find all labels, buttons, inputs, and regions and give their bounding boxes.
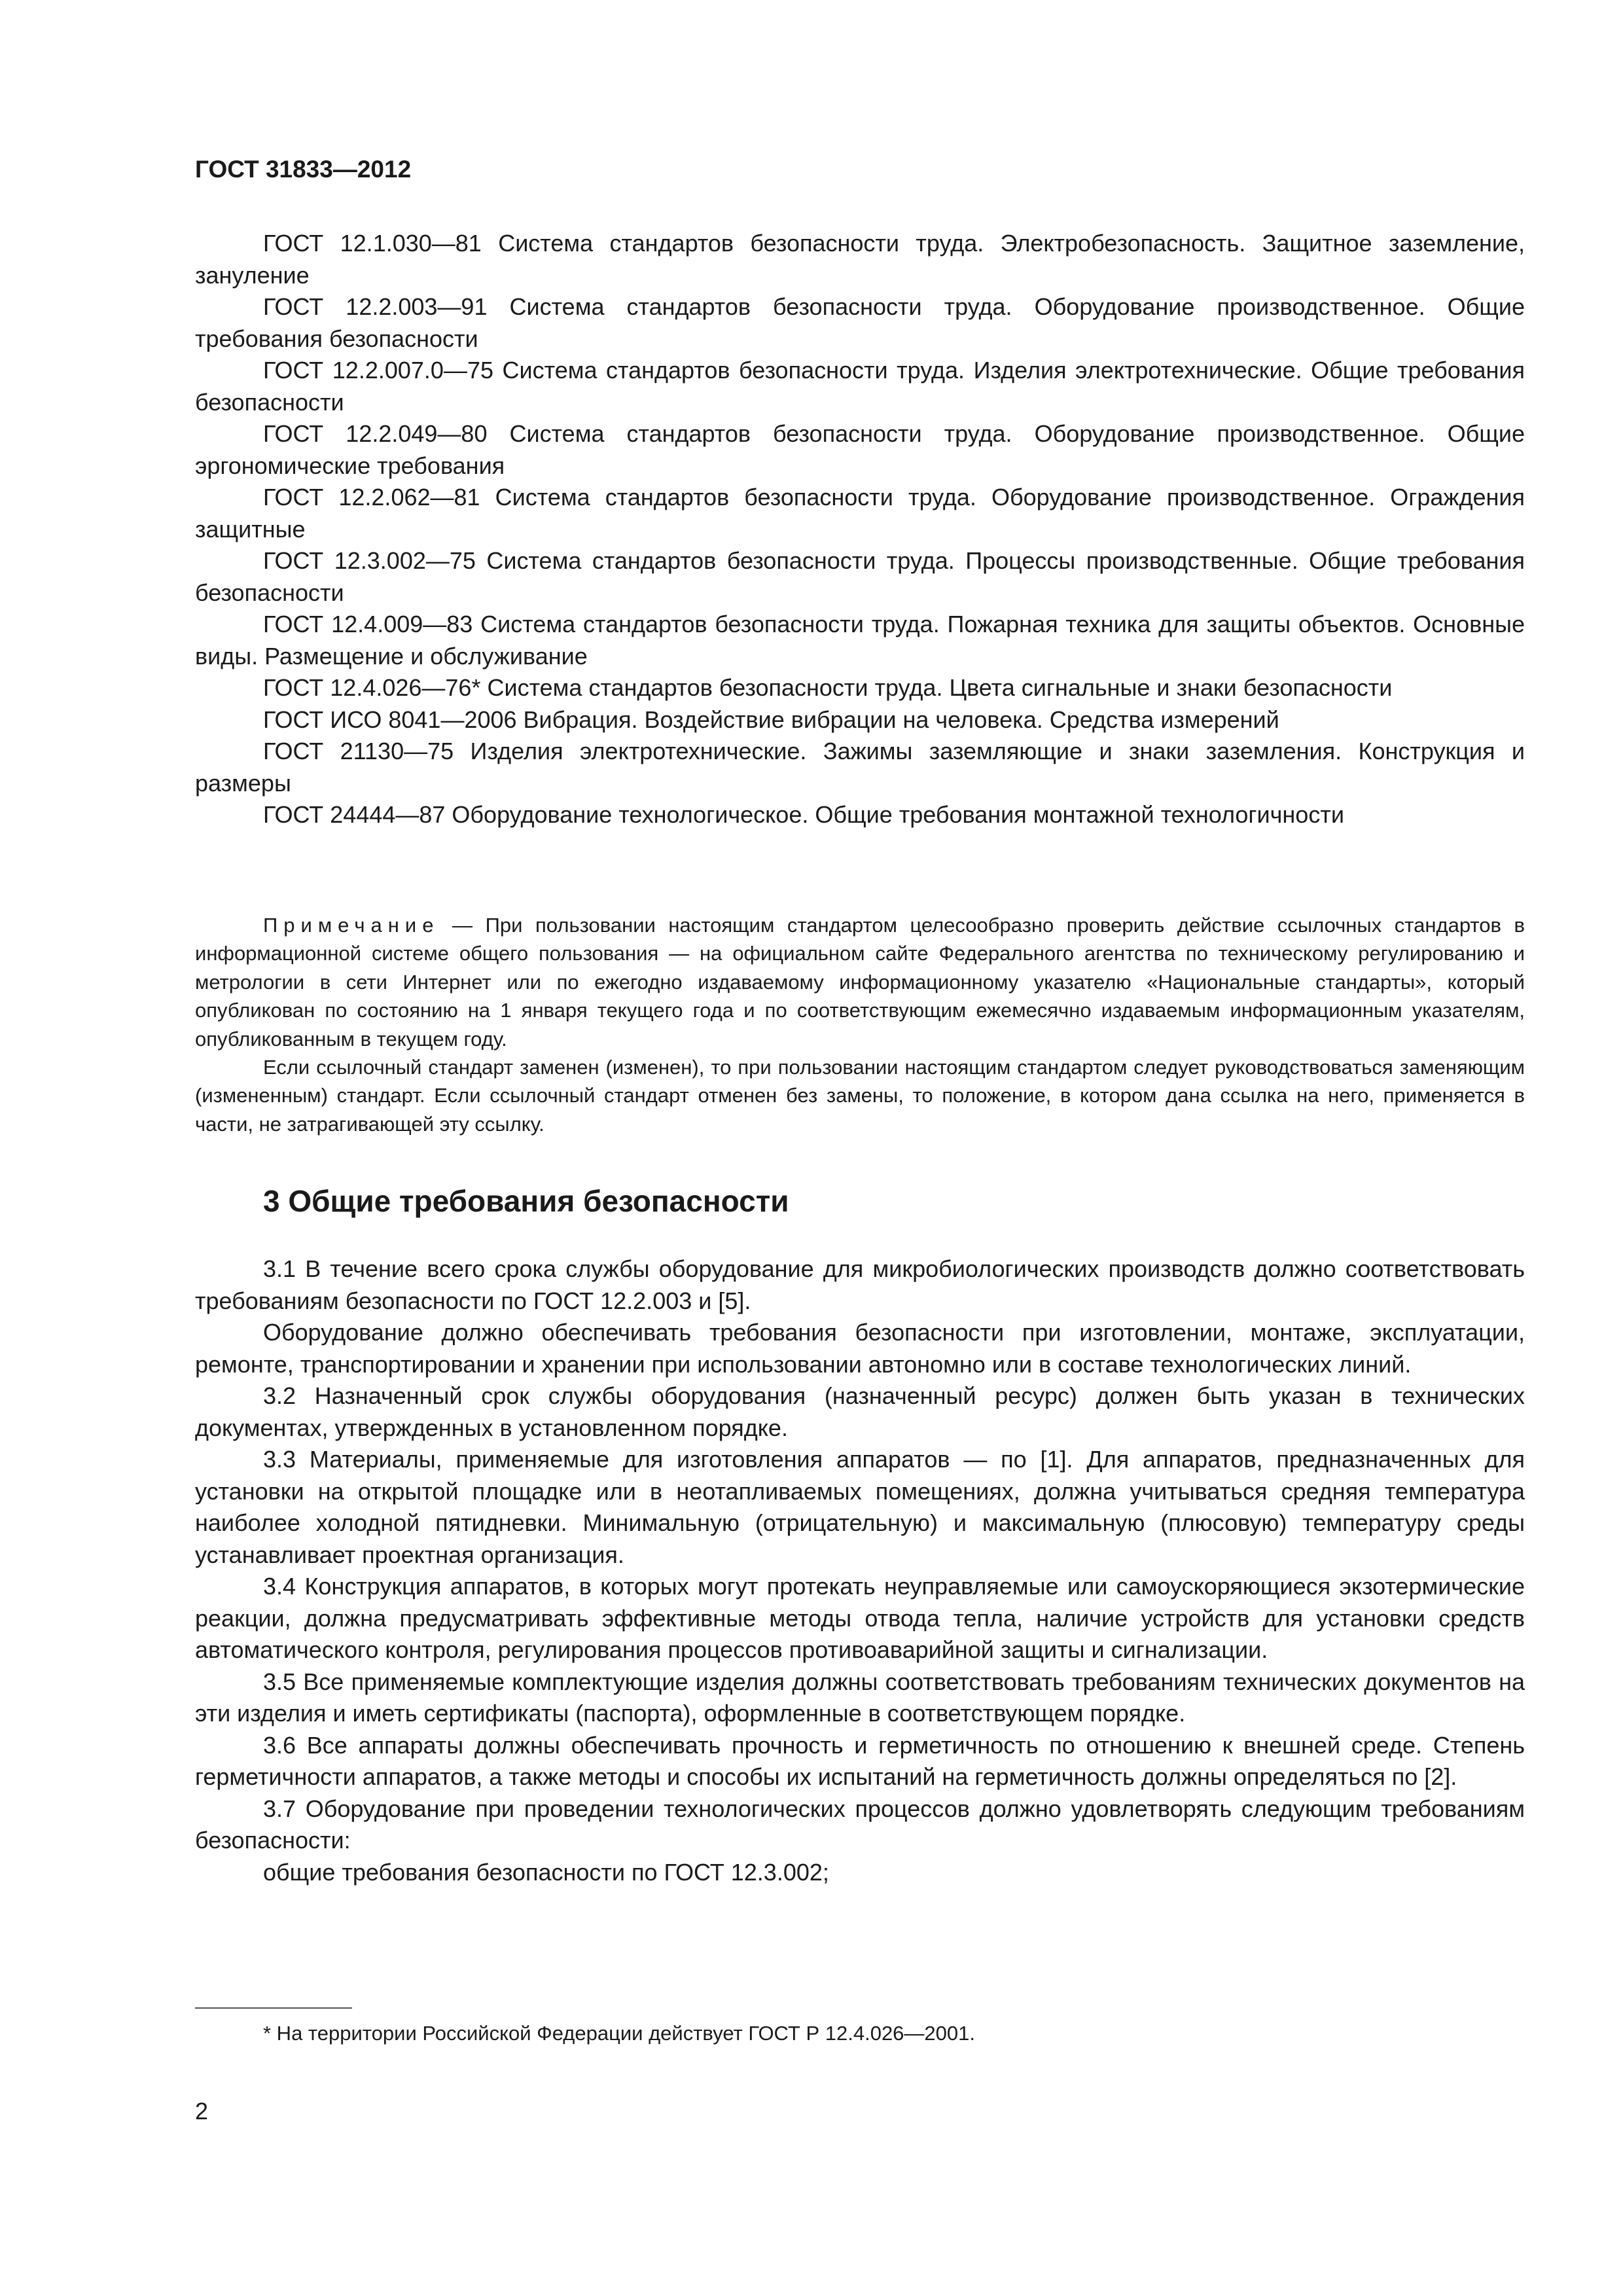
reference-item: ГОСТ ИСО 8041—2006 Вибрация. Воздействие вибрации на человека. Средства измерений — [263, 706, 1279, 733]
note-paragraph: Если ссылочный стандарт заменен (изменен), то при пользовании настоящим стандартом следует руководствоваться заменяющим (измененным) стандарт. Если ссылочный стандарт отменен без замены, то положение, в котором дана ссылка на него, применяется в части, не затрагивающей эту ссылку. — [195, 1056, 1525, 1136]
reference-item: ГОСТ 12.2.049—80 Система стандартов безопасности труда. Оборудование производственное. Общие эргономические требования — [195, 420, 1525, 479]
normative-references-list — [195, 228, 1525, 831]
reference-item: ГОСТ 12.2.062—81 Система стандартов безопасности труда. Оборудование производственное. Ограждения защитные — [195, 484, 1525, 543]
footnote: * На территории Российской Федерации действует ГОСТ Р 12.4.026—2001. — [263, 2022, 975, 2045]
section-paragraph: 3.6 Все аппараты должны обеспечивать прочность и герметичность по отношению к внешней среде. Степень герметичности аппаратов, а также методы и способы их испытаний на герметичность должны определяться по [2]. — [195, 1731, 1525, 1790]
section-heading: 3 Общие требования безопасности — [263, 1184, 789, 1218]
reference-item: ГОСТ 12.2.007.0—75 Система стандартов безопасности труда. Изделия электротехнические. Общие требования безопасности — [195, 357, 1525, 416]
section-paragraph: общие требования безопасности по ГОСТ 12.3.002; — [263, 1858, 829, 1886]
section-paragraph: 3.2 Назначенный срок службы оборудования (назначенный ресурс) должен быть указан в технических документах, утвержденных в установленном порядке. — [195, 1382, 1525, 1441]
reference-item: ГОСТ 21130—75 Изделия электротехнические. Зажимы заземляющие и знаки заземления. Конструкция и размеры — [195, 738, 1525, 797]
footnote-divider — [195, 2007, 352, 2009]
note-label: Примечание — [263, 914, 440, 937]
reference-item: ГОСТ 12.4.026—76* Система стандартов безопасности труда. Цвета сигнальные и знаки безопасности — [263, 674, 1393, 701]
page-number: 2 — [195, 2098, 209, 2125]
section-paragraph: 3.4 Конструкция аппаратов, в которых могут протекать неуправляемые или самоускоряющиеся экзотермические реакции, должна предусматривать эффективные методы отвода тепла, наличие устройств для установки средств автоматического контроля, регулирования процессов противоаварийной защиты и сигнализации. — [195, 1573, 1525, 1663]
note-paragraph — [195, 911, 1525, 1053]
section-paragraph: 3.1 В течение всего срока службы оборудование для микробиологических производств должно соответствовать требованиям безопасности по ГОСТ 12.2.003 и [5]. — [195, 1255, 1525, 1314]
references-note — [195, 911, 1525, 1138]
section-paragraph: 3.3 Материалы, применяемые для изготовления аппаратов — по [1]. Для аппаратов, предназначенных для установки на открытой площадке или в неотапливаемых помещениях, должна учитываться средняя температура наиболее холодной пятидневки. Минимальную (отрицательную) и максимальную (плюсовую) температуру среды устанавливает проектная организация. — [195, 1446, 1525, 1568]
document-header: ГОСТ 31833—2012 — [195, 156, 412, 183]
section-paragraph: 3.7 Оборудование при проведении технологических процессов должно удовлетворять следующим требованиям безопасности: — [195, 1795, 1525, 1854]
reference-item: ГОСТ 12.4.009—83 Система стандартов безопасности труда. Пожарная техника для защиты объектов. Основные виды. Размещение и обслуживание — [195, 611, 1525, 670]
reference-item: ГОСТ 12.3.002—75 Система стандартов безопасности труда. Процессы производственные. Общие требования безопасности — [195, 547, 1525, 606]
reference-item: ГОСТ 24444—87 Оборудование технологическое. Общие требования монтажной технологичности — [263, 801, 1344, 828]
reference-item: ГОСТ 12.1.030—81 Система стандартов безопасности труда. Электробезопасность. Защитное заземление, зануление — [195, 230, 1525, 289]
section-body — [195, 1253, 1525, 1888]
note-text: — При пользовании настоящим стандартом целесообразно проверить действие ссылочных стандартов в информационной системе общего пользования — на официальном сайте Федерального агентства по техническому регулированию и метрологии в сети Интернет или по ежегодно издаваемому информационному указателю «Национальные стандарты», который опубликован по состоянию на 1 января текущего года и по соответствующим ежемесячно издаваемым информационным указателям, опубликованным в текущем году. — [195, 914, 1525, 1050]
reference-item: ГОСТ 12.2.003—91 Система стандартов безопасности труда. Оборудование производственное. Общие требования безопасности — [195, 293, 1525, 352]
section-paragraph: Оборудование должно обеспечивать требования безопасности при изготовлении, монтаже, эксплуатации, ремонте, транспортировании и хранении при использовании автономно или в составе технологических линий. — [195, 1319, 1525, 1378]
document-page — [195, 0, 1525, 2296]
section-paragraph: 3.5 Все применяемые комплектующие изделия должны соответствовать требованиям технических документов на эти изделия и иметь сертификаты (паспорта), оформленные в соответствующем порядке. — [195, 1668, 1525, 1727]
